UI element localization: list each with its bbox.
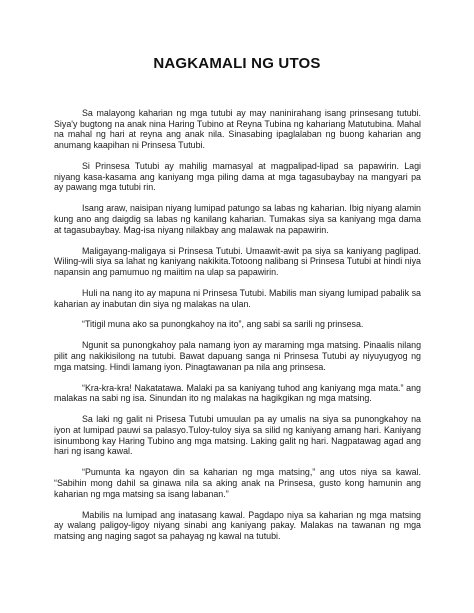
paragraph-4: Maligayang-maligaya si Prinsesa Tutubi. Umaawit-awit pa siya sa kaniyang paglipad. Wiling-wili siya sa lahat ng kaniyang nakikita.Totoong nalibang si Prinsesa Tutubi at hindi niya napansin ang pamumuo ng maiitim na ulap sa papawirin. — [54, 245, 421, 277]
document-title: NAGKAMALI NG UTOS — [153, 55, 321, 72]
document-body — [54, 108, 421, 542]
paragraph-2: Si Prinsesa Tutubi ay mahilig mamasyal at magpalipad-lipad sa papawirin. Lagi niyang kasa-kasama ang kaniyang mga piling dama at mga tagasubaybay na mangyari pa ay pawang mga tutubi rin. — [54, 161, 421, 193]
paragraph-3: Isang araw, naisipan niyang lumipad patungo sa labas ng kaharian. Ibig niyang alamin kung ano ang daigdig sa labas ng kanilang kaharian. Tumakas siya sa kaniyang mga dama at tagasubaybay. Mag-isa niyang nilakbay ang malawak na papawirin. — [54, 203, 421, 235]
paragraph-7: Ngunit sa punongkahoy pala namang iyon ay maraming mga matsing. Pinaalis nilang pilit ang nakikisilong na tutubi. Bawat dapuang sanga ni Prinsesa Tutubi ay niyuyugyog ng mga matsing. Hindi lamang iyon. Pinagtawanan pa nila ang prinsesa. — [54, 340, 421, 372]
paragraph-8: “Kra-kra-kra! Nakatatawa. Malaki pa sa kaniyang tuhod ang kaniyang mga mata.” ang malakas na sabi ng isa. Sinundan ito ng malakas na hagikgikan ng mga matsing. — [54, 382, 421, 404]
paragraph-1: Sa malayong kaharian ng mga tutubi ay may naninirahang isang prinsesang tutubi. Siya'y bugtong na anak nina Haring Tubino at Reyna Tubina ng kahariang Matutubina. Mahal na mahal ng hari at reyna ang anak nila. Sinasabing ipaglalaban ng buong kaharian ang anumang kaapihan ni Prinsesa Tutubi. — [54, 108, 421, 151]
paragraph-9: Sa laki ng galit ni Prisesa Tutubi umuulan pa ay umalis na siya sa punongkahoy na iyon at lumipad pauwi sa palasyo.Tuloy-tuloy siya sa silid ng kaniyang amang hari. Kaniyang isinumbong kay Haring Tubino ang mga matsing. Laking galit ng hari. Nagpatawag agad ang hari ng isang kawal. — [54, 414, 421, 457]
paragraph-11: Mabilis na lumipad ang inatasang kawal. Pagdapo niya sa kaharian ng mga matsing ay walang paligoy-ligoy niyang sinabi ang kaniyang pakay. Malakas na tawanan ng mga matsing ang naging sagot sa pahayag ng kawal na tutubi. — [54, 509, 421, 541]
paragraph-5: Huli na nang ito ay mapuna ni Prinsesa Tutubi. Mabilis man siyang lumipad pabalik sa kaharian ay inabutan din siya ng malakas na ulan. — [54, 287, 421, 309]
paragraph-6: “Titigil muna ako sa punongkahoy na ito”, ang sabi sa sarili ng prinsesa. — [82, 319, 364, 330]
paragraph-10: “Pumunta ka ngayon din sa kaharian ng mga matsing,” ang utos niya sa kawal. “Sabihin mong dahil sa ginawa nila sa aking anak na Prinsesa, gusto kong hamunin ang kaharian ng mga matsing sa isang labanan.” — [54, 467, 421, 499]
